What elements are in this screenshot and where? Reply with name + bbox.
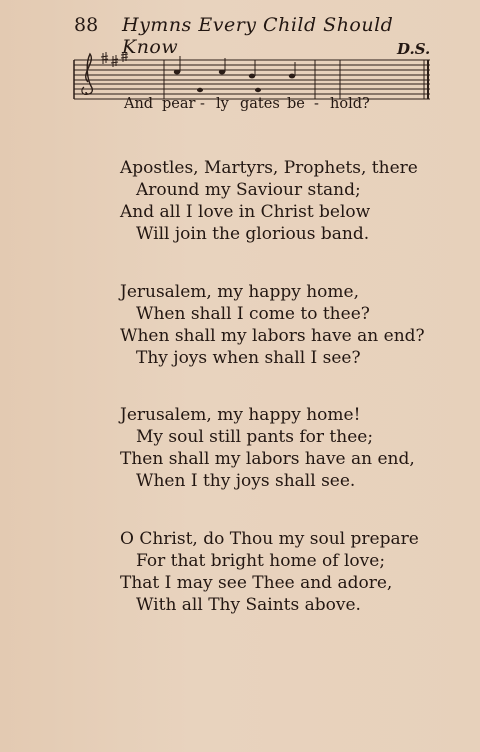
page-header	[74, 14, 434, 58]
verse-line: When shall I come to thee?	[136, 304, 370, 324]
music-lyrics	[0, 96, 480, 120]
lyric-syllable: And	[124, 96, 154, 112]
verse-line: Then shall my labors have an end,	[120, 449, 415, 469]
verse-line: And all I love in Christ below	[120, 202, 371, 222]
verse-line: Will join the glorious band.	[136, 224, 370, 244]
verse-line: My soul still pants for thee;	[136, 427, 374, 447]
lyric-syllable: -	[200, 96, 205, 112]
music-staff	[70, 52, 434, 102]
lyric-syllable: -	[314, 96, 319, 112]
verse-line: Jerusalem, my happy home,	[120, 282, 359, 302]
verse-line: When shall my labors have an end?	[120, 326, 425, 346]
lyric-syllable: be	[287, 96, 305, 112]
page-number: 88	[74, 14, 99, 36]
lyric-syllable: ly	[216, 96, 229, 112]
verse-line: For that bright home of love;	[136, 551, 386, 571]
verse-line: Apostles, Martyrs, Prophets, there	[120, 158, 418, 178]
verse-line: O Christ, do Thou my soul prepare	[120, 529, 419, 549]
lyric-syllable: pear	[162, 96, 196, 112]
verse-line: With all Thy Saints above.	[136, 595, 361, 615]
verse-line: When I thy joys shall see.	[136, 471, 356, 491]
lyric-syllable: gates	[240, 96, 280, 112]
running-title: Hymns Every Child Should Know	[122, 14, 394, 58]
lyric-syllable: hold?	[330, 96, 370, 112]
verse-line: That I may see Thee and adore,	[120, 573, 393, 593]
verse-line: Around my Saviour stand;	[136, 180, 361, 200]
verse-line: Jerusalem, my happy home!	[120, 405, 361, 425]
verse-line: Thy joys when shall I see?	[136, 348, 361, 368]
dal-segno-mark: D.S.	[397, 40, 431, 58]
